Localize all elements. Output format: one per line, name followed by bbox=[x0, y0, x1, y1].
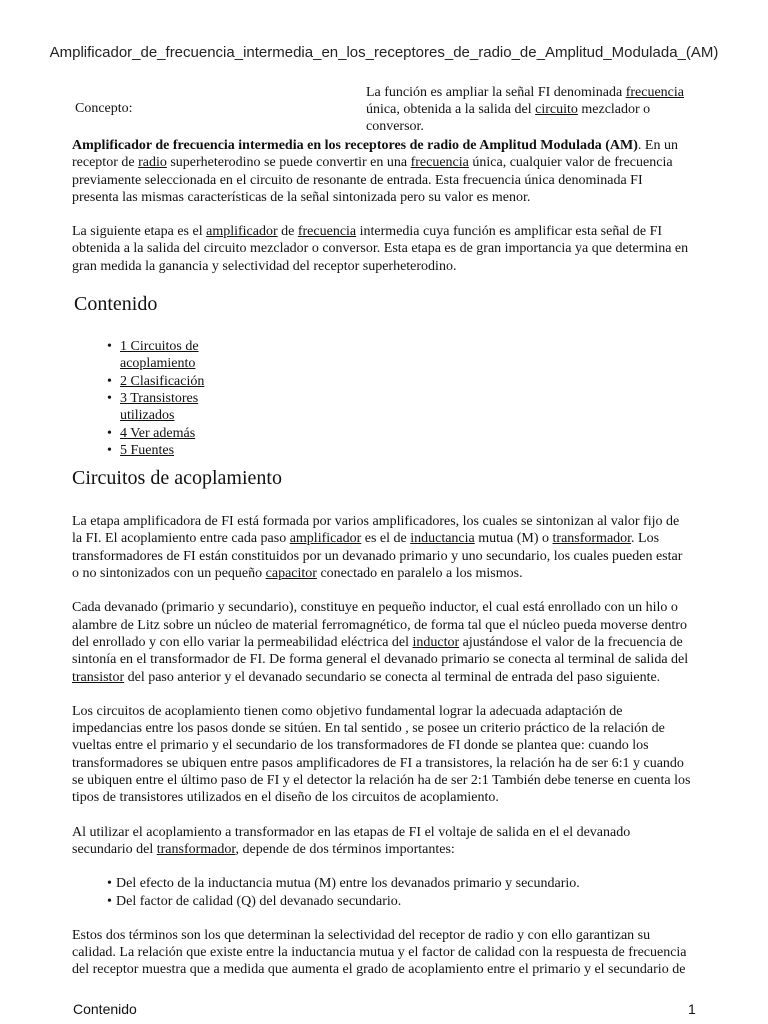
toc-heading: Contenido bbox=[74, 293, 158, 316]
article-subject-bold: Amplificador de frecuencia intermedia en los receptores de radio de Amplitud Modulada (AM) bbox=[72, 138, 638, 153]
list-item bbox=[72, 893, 692, 910]
text: única, cualquier valor de frecuencia previamente seleccionada en el circuito de resonante de entrada. Esta frecuencia única denominada FI presenta las mismas características de la señal sintonizada pero su valor es menor. bbox=[72, 155, 673, 205]
text: , depende de dos términos importantes: bbox=[235, 841, 455, 857]
concept-text bbox=[366, 84, 696, 135]
toc-item bbox=[72, 425, 692, 442]
text: ajustándose el valor de la frecuencia de sintonía en el transformador de FI. De forma general el devanado primario se conecta al terminal de salida del bbox=[72, 634, 689, 668]
link-frecuencia[interactable]: frecuencia bbox=[297, 224, 357, 240]
list-item-text: Del factor de calidad (Q) del devanado secundario. bbox=[116, 893, 402, 909]
section-paragraph-2 bbox=[72, 599, 692, 685]
article-body bbox=[72, 137, 692, 996]
bullet-icon: • bbox=[107, 373, 112, 389]
section-paragraph-5: Estos dos términos son los que determinan la selectividad del receptor de radio y con ello garantizan su calidad. La relación que existe entre la inductancia mutua y el factor de calidad con la respuesta de frecuencia del receptor muestra que a medida que aumenta el grado de acoplamiento entre el primario y el secundario de bbox=[72, 927, 687, 978]
text: Cada devanado (primario y secundario), constituye en pequeño inductor, el cual está enrollado con un hilo o alambre de Litz sobre un núcleo de material ferromagnético, de forma tal que el núcleo pueda moverse dentro del enrollado y con ello variar la permeabilidad eléctrica del bbox=[72, 600, 687, 650]
bullet-icon: • bbox=[107, 442, 112, 458]
list-item-text: Del efecto de la inductancia mutua (M) entre los devanados primario y secundario. bbox=[116, 876, 580, 892]
text: intermedia cuya función es amplificar esta señal de FI obtenida a la salida del circuito mezclador o conversor. Esta etapa es de gran importancia ya que determina en gran medida la ganancia y selectividad del receptor superheterodino. bbox=[72, 224, 689, 274]
text: es el de bbox=[361, 531, 411, 547]
link-frecuencia[interactable]: frecuencia bbox=[410, 155, 469, 171]
footer-label: Contenido bbox=[73, 1001, 137, 1017]
intro-paragraph-1 bbox=[72, 137, 692, 206]
page-header-title: Amplificador_de_frecuencia_intermedia_en_los_receptores_de_radio_de_Amplitud_Modulada_(AM) bbox=[49, 44, 719, 61]
bullet-list bbox=[72, 875, 692, 910]
toc-item bbox=[72, 338, 692, 373]
text: Al utilizar el acoplamiento a transformador en las etapas de FI el voltaje de salida en el el devanado secundario del bbox=[72, 824, 631, 857]
list-item bbox=[72, 875, 692, 892]
link-transistor[interactable]: transistor bbox=[72, 669, 125, 685]
toc-link-circuitos-de-acoplamiento[interactable]: 1 Circuitos de acoplamiento bbox=[120, 339, 199, 372]
toc-item bbox=[72, 390, 692, 425]
section-paragraph-1 bbox=[72, 513, 692, 582]
text: del paso anterior y el devanado secundario se conecta al terminal de entrada del paso siguiente. bbox=[124, 669, 661, 685]
bullet-icon: • bbox=[107, 339, 112, 355]
text: mezclador o conversor. bbox=[366, 102, 651, 134]
link-radio[interactable]: radio bbox=[138, 155, 167, 171]
bullet-icon: • bbox=[107, 876, 112, 892]
toc-link-clasificacion[interactable]: 2 Clasificación bbox=[120, 373, 205, 389]
toc-item bbox=[72, 373, 692, 390]
bullet-icon: • bbox=[107, 390, 112, 406]
link-inductancia[interactable]: inductancia bbox=[410, 531, 475, 547]
link-inductor[interactable]: inductor bbox=[412, 634, 460, 650]
link-frecuencia[interactable]: frecuencia bbox=[625, 85, 684, 100]
text: La siguiente etapa es el bbox=[72, 224, 207, 240]
text: de bbox=[277, 224, 298, 240]
text: superheterodino se puede convertir en una bbox=[166, 155, 411, 171]
text: conectado en paralelo a los mismos. bbox=[316, 566, 523, 582]
text: La etapa amplificadora de FI está formada por varios amplificadores, los cuales se sintonizan al valor fijo de la FI. El acoplamiento entre cada paso bbox=[72, 514, 680, 547]
toc-item bbox=[72, 442, 692, 459]
table-of-contents bbox=[72, 338, 692, 459]
text: mutua (M) o bbox=[474, 531, 553, 547]
text: La función es ampliar la señal FI denominada bbox=[366, 85, 626, 100]
link-circuito[interactable]: circuito bbox=[535, 102, 578, 117]
bullet-icon: • bbox=[107, 893, 112, 909]
concept-label: Concepto: bbox=[75, 101, 133, 116]
intro-paragraph-2 bbox=[72, 223, 692, 275]
text: . Los transformadores de FI están constituidos por un devanado primario y uno secundario, los cuales pueden estar o no sintonizados con un pequeño bbox=[72, 531, 683, 582]
text: única, obtenida a la salida del bbox=[366, 102, 536, 117]
toc-link-fuentes[interactable]: 5 Fuentes bbox=[120, 442, 175, 458]
toc-link-transistores-utilizados[interactable]: 3 Transistores utilizados bbox=[120, 390, 199, 424]
link-amplificador[interactable]: amplificador bbox=[206, 224, 278, 240]
link-capacitor[interactable]: capacitor bbox=[265, 566, 317, 582]
link-amplificador[interactable]: amplificador bbox=[289, 531, 362, 547]
section-paragraph-3: Los circuitos de acoplamiento tienen como objetivo fundamental lograr la adecuada adaptación de impedancias entre los pasos donde se sitúen. En tal sentido , se posee un criterio práctico de la relación de vueltas entre el primario y el secundario de los transformadores de FI donde se plantea que: cuando los transformadores se ubiquen entre pasos amplificadores de FI a transistores, la relación ha de ser 6:1 y cuando se ubiquen entre el último paso de FI y el detector la relación ha de ser 2:1 También debe tenerse en cuenta los tipos de transistores utilizados en el diseño de los circuitos de acoplamiento. bbox=[72, 703, 691, 806]
text: . En un receptor de bbox=[72, 138, 678, 171]
section-paragraph-4 bbox=[72, 824, 692, 859]
toc-link-ver-ademas[interactable]: 4 Ver además bbox=[120, 425, 196, 441]
section-heading-circuitos-de-acoplamiento: Circuitos de acoplamiento bbox=[72, 467, 282, 490]
link-transformador[interactable]: transformador bbox=[552, 531, 632, 547]
page-number: 1 bbox=[688, 1001, 696, 1017]
bullet-icon: • bbox=[107, 425, 112, 441]
link-transformador[interactable]: transformador bbox=[156, 841, 236, 857]
